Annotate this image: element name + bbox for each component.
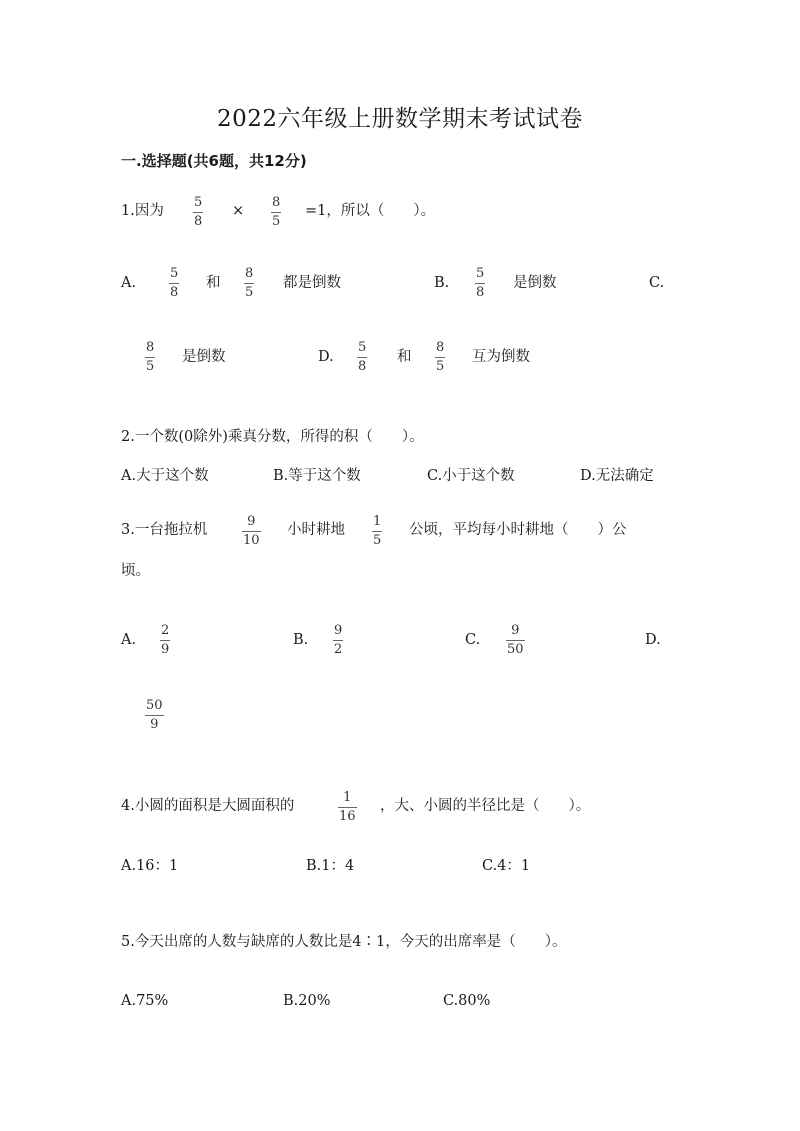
fraction: 50 9 [146, 698, 163, 732]
option-a-label: A. [121, 632, 137, 648]
question-2-stem: 2.一个数(0除外)乘真分数，所得的积（ ）。 [121, 429, 424, 445]
fraction: 8 5 [272, 195, 281, 229]
fraction: 5 8 [358, 340, 367, 374]
option-a-and: 和 [206, 275, 221, 291]
fraction: 9 2 [334, 623, 343, 657]
option-b: B.1：4 [306, 858, 355, 874]
option-d: D.无法确定 [580, 468, 654, 484]
option-d-label: D. [645, 632, 661, 648]
option-a-label: A. [121, 275, 137, 291]
fraction: 9 10 [243, 514, 260, 548]
option-a: A.16：1 [121, 858, 179, 874]
option-c-label: C. [465, 632, 481, 648]
question-3-stem-wrap: 顷。 [121, 563, 150, 579]
question-4-stem-end: ，大、小圆的半径比是（ ）。 [380, 798, 591, 814]
option-c-text: 是倒数 [182, 349, 226, 365]
fraction: 5 8 [170, 266, 179, 300]
option-c: C.4：1 [482, 858, 531, 874]
fraction: 8 5 [436, 340, 445, 374]
fraction: 8 5 [146, 340, 155, 374]
question-5-stem: 5.今天出席的人数与缺席的人数比是4∶1，今天的出席率是（ ）。 [121, 934, 567, 950]
fraction: 1 5 [373, 514, 382, 548]
option-b: B.等于这个数 [273, 468, 361, 484]
question-1-stem-start: 1.因为 [121, 203, 164, 219]
times-sign: × [232, 203, 245, 219]
question-3-stem-start: 3.一台拖拉机 [121, 522, 208, 538]
fraction: 8 5 [245, 266, 254, 300]
question-3-stem-middle: 小时耕地 [287, 522, 345, 538]
option-a: A.75% [121, 993, 169, 1009]
question-1-stem-end: =1，所以（ ）。 [305, 203, 436, 219]
fraction: 9 50 [507, 623, 524, 657]
option-b-label: B. [434, 275, 450, 291]
fraction: 1 16 [339, 790, 356, 824]
section-heading: 一.选择题(共6题，共12分) [121, 152, 307, 170]
option-b: B.20% [283, 993, 331, 1009]
option-d-text: 互为倒数 [472, 349, 530, 365]
question-4-stem-start: 4.小圆的面积是大圆面积的 [121, 798, 295, 814]
page-title: 2022六年级上册数学期末考试试卷 [216, 106, 584, 132]
fraction: 5 8 [194, 195, 203, 229]
fraction: 5 8 [476, 266, 485, 300]
option-b-text: 是倒数 [513, 275, 557, 291]
fraction: 2 9 [161, 623, 170, 657]
option-a: A.大于这个数 [121, 468, 209, 484]
option-b-label: B. [293, 632, 309, 648]
question-3-stem-end: 公顷，平均每小时耕地（ ）公 [409, 522, 627, 538]
option-d-and: 和 [397, 349, 412, 365]
option-d-label: D. [318, 349, 334, 365]
option-c: C.80% [443, 993, 491, 1009]
option-a-text: 都是倒数 [283, 275, 341, 291]
option-c: C.小于这个数 [427, 468, 515, 484]
option-c-label: C. [649, 275, 665, 291]
